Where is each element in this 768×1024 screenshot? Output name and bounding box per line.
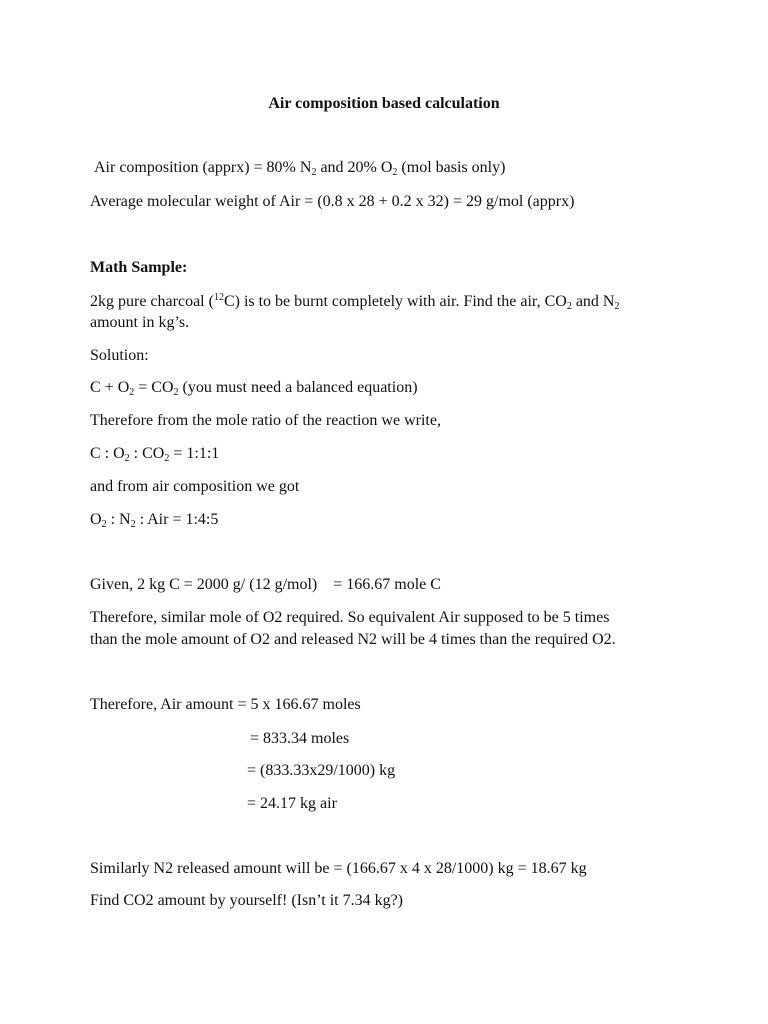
subscript: 2 xyxy=(173,387,179,398)
superscript: 12 xyxy=(213,292,224,303)
text: = CO xyxy=(134,379,174,396)
air-amount-line: Therefore, Air amount = 5 x 166.67 moles xyxy=(90,696,361,713)
calculation-step-1: = 833.34 moles xyxy=(250,730,350,747)
similar-mole-line-1: Therefore, similar mole of O2 required. So equivalent Air supposed to be 5 times xyxy=(90,609,610,626)
subscript: 2 xyxy=(164,453,170,464)
find-co2-line: Find CO2 amount by yourself! (Isn’t it 7.34 kg?) xyxy=(90,892,404,909)
air-composition-intro: and from air composition we got xyxy=(90,478,300,495)
text: : CO xyxy=(129,445,165,462)
n2-released-line: Similarly N2 released amount will be = (166.67 x 4 x 28/1000) kg = 18.67 kg xyxy=(90,860,587,877)
text: : N xyxy=(106,511,131,528)
text: 2kg pure charcoal ( xyxy=(90,293,214,310)
subscript: 2 xyxy=(614,301,620,312)
air-ratio-line xyxy=(90,510,218,530)
text: and N xyxy=(571,293,615,310)
subscript: 2 xyxy=(129,387,135,398)
calculation-step-3: = 24.17 kg air xyxy=(247,795,337,812)
subscript: 2 xyxy=(392,167,398,178)
mole-ratio-line xyxy=(90,444,219,464)
math-sample-heading: Math Sample: xyxy=(90,259,188,276)
subscript: 2 xyxy=(311,167,317,178)
text: (mol basis only) xyxy=(397,159,506,176)
text: Air composition (apprx) = 80% N xyxy=(94,159,312,176)
subscript: 2 xyxy=(101,519,107,530)
air-composition-line xyxy=(94,158,505,178)
solution-label: Solution: xyxy=(90,347,149,364)
problem-line-2: amount in kg’s. xyxy=(90,314,190,331)
balanced-equation-line xyxy=(90,378,418,398)
calculation-step-2: = (833.33x29/1000) kg xyxy=(247,762,396,779)
text: = 1:1:1 xyxy=(169,445,220,462)
subscript: 2 xyxy=(130,519,136,530)
mole-ratio-intro: Therefore from the mole ratio of the reaction we write, xyxy=(90,412,441,429)
document-title: Air composition based calculation xyxy=(268,95,500,112)
problem-line-1 xyxy=(90,292,619,312)
average-molecular-weight-line: Average molecular weight of Air = (0.8 x 28 + 0.2 x 32) = 29 g/mol (apprx) xyxy=(90,193,575,210)
given-line: Given, 2 kg C = 2000 g/ (12 g/mol) = 166.67 mole C xyxy=(90,576,441,593)
text: C + O xyxy=(90,379,130,396)
text: (you must need a balanced equation) xyxy=(178,379,418,396)
similar-mole-line-2: than the mole amount of O2 and released N2 will be 4 times than the required O2. xyxy=(90,631,616,648)
text: C : O xyxy=(90,445,125,462)
text: O xyxy=(90,511,102,528)
subscript: 2 xyxy=(124,453,130,464)
text: and 20% O xyxy=(316,159,393,176)
subscript: 2 xyxy=(566,301,572,312)
text: : Air = 1:4:5 xyxy=(135,511,219,528)
text: C) is to be burnt completely with air. Find the air, CO xyxy=(223,293,567,310)
